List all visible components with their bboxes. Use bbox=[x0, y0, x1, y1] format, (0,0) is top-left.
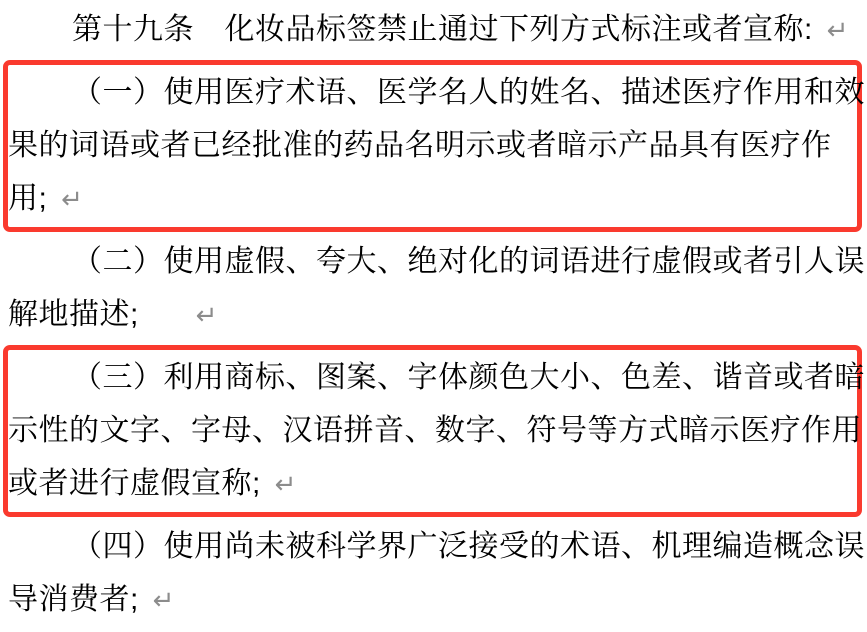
paragraph-mark-icon: ↵ bbox=[61, 184, 83, 214]
text-run: （四）使用尚未被科学界广泛接受的术语、机理编造概念误 bbox=[72, 530, 865, 563]
text-run: （三）利用商标、图案、字体颜色大小、色差、谐音或者暗 bbox=[72, 361, 865, 394]
highlight-box-paragraph-item-3 bbox=[3, 345, 865, 517]
paragraph-item-2 bbox=[8, 235, 865, 342]
text-run: 用; bbox=[8, 182, 57, 215]
text-line bbox=[8, 573, 855, 627]
text-run: （一）使用医疗术语、医学名人的姓名、描述医疗作用和效 bbox=[72, 76, 865, 109]
paragraph-article-19-intro bbox=[8, 3, 855, 57]
text-line bbox=[8, 404, 862, 457]
text-line bbox=[8, 288, 855, 342]
text-line bbox=[8, 66, 865, 119]
text-line bbox=[8, 520, 865, 573]
text-run: 解地描述; bbox=[8, 298, 148, 331]
text-line bbox=[8, 235, 865, 288]
text-line bbox=[8, 3, 855, 57]
text-run: 示性的文字、字母、汉语拼音、数字、符号等方式暗示医疗作用 bbox=[8, 414, 862, 447]
highlight-box-paragraph-item-1 bbox=[3, 60, 865, 232]
text-run: 或者进行虚假宣称; bbox=[8, 467, 270, 500]
text-line bbox=[8, 351, 865, 404]
text-line bbox=[8, 119, 857, 172]
text-run: （二）使用虚假、夸大、绝对化的词语进行虚假或者引人误 bbox=[72, 245, 865, 278]
text-run: 第十九条 化妆品标签禁止通过下列方式标注或者宣称: bbox=[72, 13, 822, 46]
paragraph-mark-icon: ↵ bbox=[826, 15, 849, 45]
paragraph-item-4 bbox=[8, 520, 865, 627]
text-line bbox=[8, 172, 857, 226]
paragraph-mark-icon: ↵ bbox=[152, 585, 175, 615]
text-run: 导消费者; bbox=[8, 583, 148, 616]
paragraph-mark-icon: ↵ bbox=[274, 469, 297, 499]
text-run: 果的词语或者已经批准的药品名明示或者暗示产品具有医疗作 bbox=[8, 129, 832, 162]
text-line bbox=[8, 457, 857, 511]
paragraph-mark-icon: ↵ bbox=[195, 300, 218, 330]
